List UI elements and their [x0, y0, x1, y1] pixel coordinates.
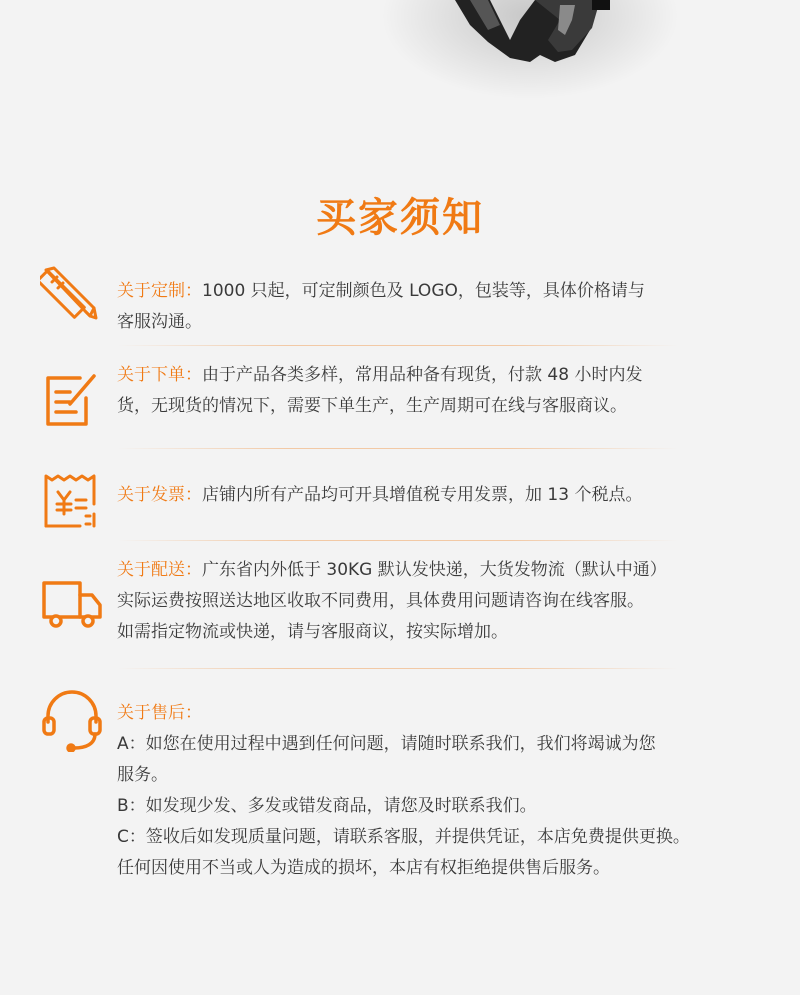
divider: [118, 668, 678, 669]
wrench-tool-icon: [360, 0, 660, 80]
section-line: 广东省内外低于 30KG 默认发快递，大货发物流（默认中通）: [202, 560, 667, 580]
page-title: 买家须知: [316, 195, 484, 241]
section-text: [117, 555, 767, 648]
section-line: B：如发现少发、多发或错发商品，请您及时联系我们。: [117, 796, 537, 816]
section-label: 关于下单：: [117, 365, 202, 385]
invoice-receipt-icon: [40, 470, 104, 534]
section-line: 客服沟通。: [117, 312, 202, 332]
section-line: 任何因使用不当或人为造成的损坏，本店有权拒绝提供售后服务。: [117, 858, 610, 878]
hero-image-area: [0, 0, 800, 110]
section-ordering: [40, 360, 770, 435]
section-line: 实际运费按照送达地区收取不同费用，具体费用问题请咨询在线客服。: [117, 591, 644, 611]
section-label: 关于定制：: [117, 281, 202, 301]
section-line: 由于产品各类多样，常用品种备有现货，付款 48 小时内发: [202, 365, 643, 385]
section-line: C：签收后如发现质量问题，请联系客服，并提供凭证，本店免费提供更换。: [117, 827, 690, 847]
section-text: [117, 698, 767, 884]
section-line: A：如您在使用过程中遇到任何问题，请随时联系我们，我们将竭诚为您: [117, 734, 656, 754]
section-after-sales: [40, 698, 770, 878]
section-label: 关于售后：: [117, 703, 202, 723]
section-line: 货，无现货的情况下，需要下单生产，生产周期可在线与客服商议。: [117, 396, 627, 416]
section-text: [117, 276, 767, 338]
section-line: 店铺内所有产品均可开具增值税专用发票，加 13 个税点。: [202, 485, 643, 505]
divider: [118, 540, 678, 541]
section-delivery: [40, 555, 770, 651]
section-invoice: [40, 470, 770, 534]
headset-icon: [40, 688, 104, 752]
ruler-pencil-icon: [40, 262, 104, 326]
section-label: 关于配送：: [117, 560, 202, 580]
edit-form-icon: [40, 368, 104, 432]
section-line: 服务。: [117, 765, 168, 785]
section-customization: [40, 262, 770, 337]
section-label: 关于发票：: [117, 485, 202, 505]
delivery-truck-icon: [40, 571, 104, 635]
divider: [118, 345, 678, 346]
section-line: 如需指定物流或快递，请与客服商议，按实际增加。: [117, 622, 508, 642]
section-line: 1000 只起，可定制颜色及 LOGO，包装等，具体价格请与: [202, 281, 645, 301]
section-text: [117, 360, 767, 422]
section-text: [117, 480, 767, 511]
divider: [118, 448, 678, 449]
